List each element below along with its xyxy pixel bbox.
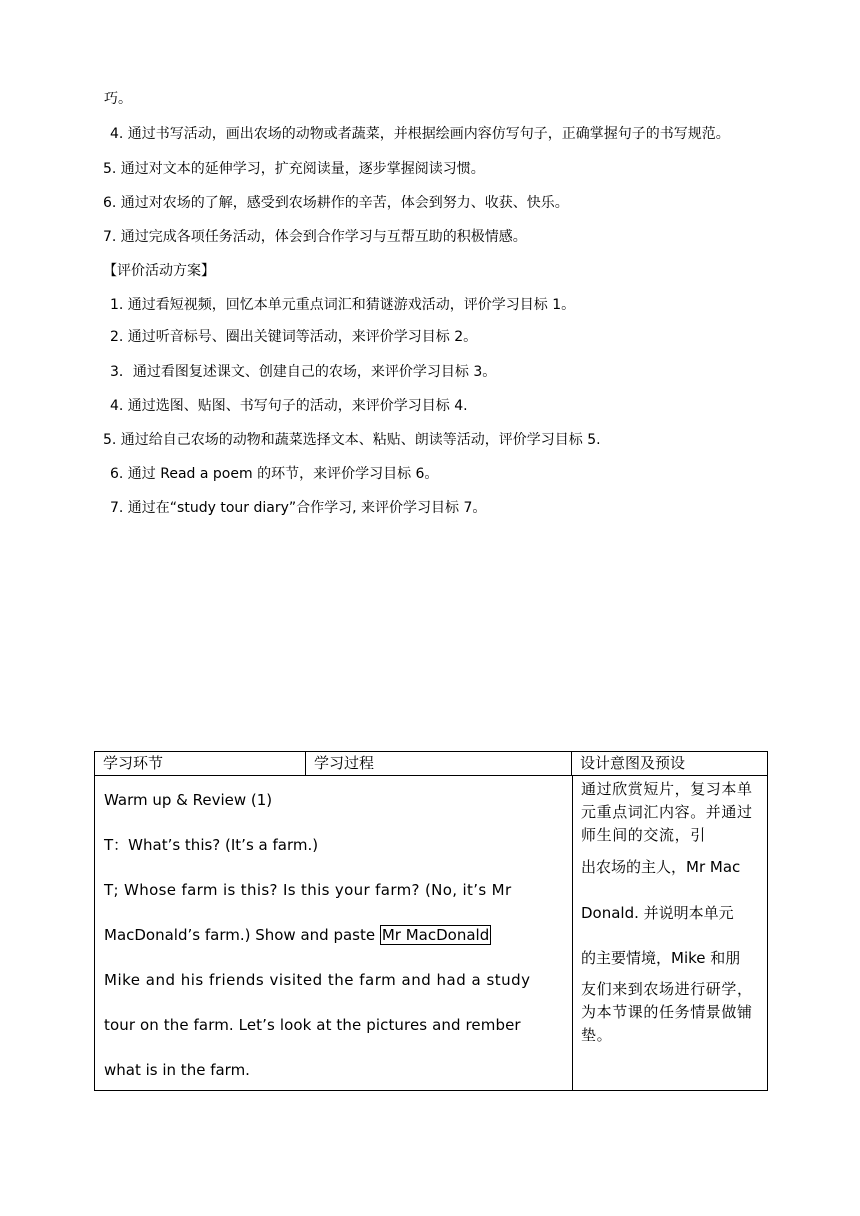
evaluation-item-1: 1. 通过看短视频，回忆本单元重点词汇和猜谜游戏活动，评价学习目标 1。 xyxy=(110,297,576,313)
evaluation-heading: 【评价活动方案】 xyxy=(103,263,215,279)
process-line: T：What’s this? (It’s a farm.) xyxy=(104,836,319,854)
header-process: 学习过程 xyxy=(306,752,572,775)
evaluation-item-4: 4. 通过选图、贴图、书写句子的活动，来评价学习目标 4. xyxy=(110,398,468,414)
objective-item-6: 6. 通过对农场的了解，感受到农场耕作的辛苦，体会到努力、收获、快乐。 xyxy=(103,195,569,211)
lesson-table xyxy=(94,751,768,1091)
header-stage: 学习环节 xyxy=(95,752,306,775)
objective-item-4: 4. 通过书写活动，画出农场的动物或者蔬菜，并根据绘画内容仿写句子，正确掌握句子的书写规范。 xyxy=(110,126,730,142)
column-divider xyxy=(572,775,573,1090)
objective-tail-line: 巧。 xyxy=(104,91,132,107)
evaluation-item-6: 6. 通过 Read a poem 的环节，来评价学习目标 6。 xyxy=(110,466,439,482)
objective-item-5: 5. 通过对文本的延伸学习，扩充阅读量，逐步掌握阅读习惯。 xyxy=(103,161,485,177)
design-text: 通过欣赏短片，复习本单元重点词汇内容。并通过师生间的交流，引 xyxy=(581,780,753,844)
process-line-with-card xyxy=(104,924,491,946)
design-text: 出农场的主人，Mr Mac xyxy=(581,858,741,876)
process-line: T; Whose farm is this? Is this your farm? (No, it’s Mr xyxy=(104,881,512,899)
objective-item-7: 7. 通过完成各项任务活动，体会到合作学习与互帮互助的积极情感。 xyxy=(103,229,527,245)
process-line: Mike and his friends visited the farm and had a study xyxy=(104,971,531,989)
evaluation-item-7: 7. 通过在“study tour diary”合作学习, 来评价学习目标 7。 xyxy=(110,500,487,516)
evaluation-item-3: 3．通过看图复述课文、创建自己的农场，来评价学习目标 3。 xyxy=(110,364,497,380)
evaluation-item-5: 5. 通过给自己农场的动物和蔬菜选择文本、粘贴、朗读等活动，评价学习目标 5. xyxy=(103,432,601,448)
mr-macdonald-card: Mr MacDonald xyxy=(381,926,490,944)
design-text: Donald. 并说明本单元 xyxy=(581,904,734,922)
process-line-text: MacDonald’s farm.) Show and paste xyxy=(104,926,380,944)
process-line: Warm up & Review (1) xyxy=(104,791,273,809)
design-text: 友们来到农场进行研学，为本节课的任务情景做铺垫。 xyxy=(581,980,753,1044)
header-design: 设计意图及预设 xyxy=(580,754,686,772)
process-line: what is in the farm. xyxy=(104,1061,250,1079)
evaluation-item-2: 2. 通过听音标号、圈出关键词等活动，来评价学习目标 2。 xyxy=(110,329,478,345)
header-divider xyxy=(95,775,767,776)
process-line: tour on the farm. Let’s look at the pictures and rember xyxy=(104,1016,521,1034)
design-text: 的主要情境，Mike 和朋 xyxy=(581,949,741,967)
